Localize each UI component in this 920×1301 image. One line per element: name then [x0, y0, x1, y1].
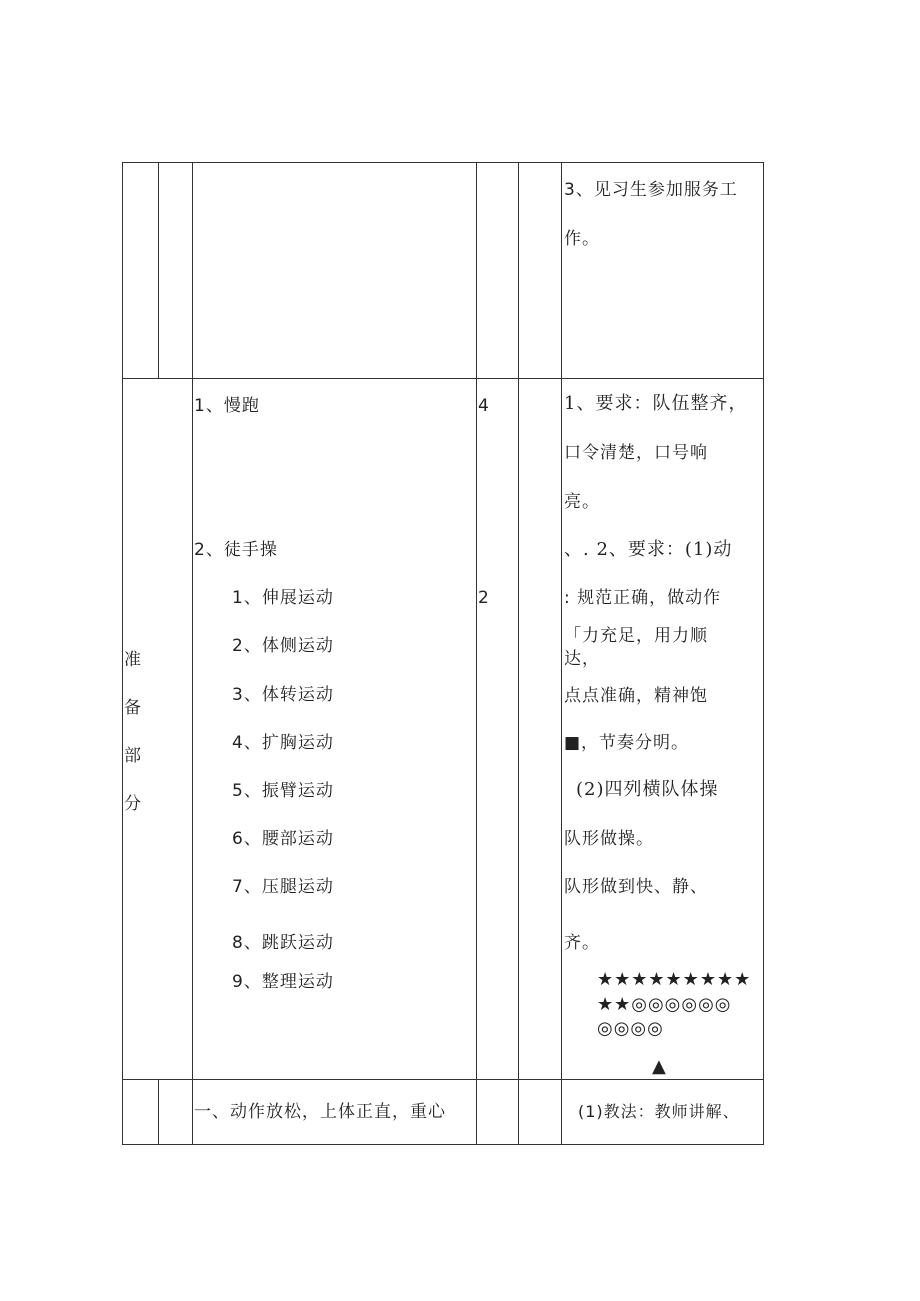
remark-line: 、. 2、要求：(1)动 — [564, 539, 733, 560]
table-border-top — [122, 162, 764, 163]
table-border-left — [122, 162, 123, 1145]
remark-line: 齐。 — [564, 933, 600, 953]
column-divider-5 — [561, 162, 562, 1145]
section-label-char-1: 准 — [124, 650, 142, 670]
column-divider-4 — [518, 162, 519, 1145]
content-item-jog: 1、慢跑 — [194, 396, 260, 416]
exercise-item: 8、跳跃运动 — [232, 933, 334, 953]
teacher-triangle-icon: ▲ — [652, 1056, 668, 1077]
exercise-item: 3、体转运动 — [232, 685, 334, 705]
table-border-right — [763, 162, 764, 1145]
table-border-bottom — [122, 1144, 764, 1145]
row1-remark-line-1: 3、见习生参加服务工 — [564, 180, 738, 200]
remark-line: (2)四列横队体操 — [576, 779, 719, 800]
time-value-exercise: 2 — [478, 588, 490, 608]
column-divider-1 — [158, 162, 159, 378]
remark-line: 口令清楚，口号响 — [564, 443, 708, 463]
remark-line: 点点准确，精神饱 — [564, 686, 708, 706]
exercise-item: 5、振臂运动 — [232, 781, 334, 801]
time-value-jog: 4 — [478, 396, 490, 416]
content-item-freehand-exercise: 2、徒手操 — [194, 540, 278, 560]
exercise-item: 9、整理运动 — [232, 972, 334, 992]
remark-line: 达， — [564, 649, 600, 669]
remark-line: ■，节奏分明。 — [564, 733, 690, 753]
formation-row-2: ★★◎◎◎◎◎◎ — [597, 994, 732, 1015]
section-label-char-3: 部 — [124, 746, 142, 766]
row-divider-1 — [122, 378, 764, 379]
column-divider-1b — [158, 1079, 159, 1145]
exercise-item: 6、腰部运动 — [232, 829, 334, 849]
row-divider-2 — [122, 1079, 764, 1080]
column-divider-3 — [476, 162, 477, 1145]
remark-line: 队形做操。 — [564, 829, 654, 849]
row3-content: 一、动作放松，上体正直，重心 — [194, 1102, 446, 1122]
exercise-item: 2、体侧运动 — [232, 636, 334, 656]
remark-line: 「力充足，用力顺 — [564, 626, 708, 646]
formation-row-3: ◎◎◎◎ — [597, 1018, 664, 1039]
remark-line: 队形做到快、静、 — [564, 877, 708, 897]
exercise-item: 7、压腿运动 — [232, 877, 334, 897]
column-divider-2 — [192, 162, 193, 1145]
remark-line: : 规范正确，做动作 — [564, 588, 722, 608]
remark-line: 亮。 — [564, 492, 600, 512]
row1-remark-line-2: 作。 — [564, 229, 600, 249]
exercise-item: 4、扩胸运动 — [232, 733, 334, 753]
exercise-item: 1、伸展运动 — [232, 588, 334, 608]
section-label-char-4: 分 — [124, 794, 142, 814]
row3-remark: (1)教法：教师讲解、 — [578, 1102, 740, 1121]
remark-line: 1、要求：队伍整齐， — [564, 393, 748, 414]
section-label-char-2: 备 — [124, 698, 142, 718]
formation-row-1: ★★★★★★★★★ — [597, 969, 752, 990]
